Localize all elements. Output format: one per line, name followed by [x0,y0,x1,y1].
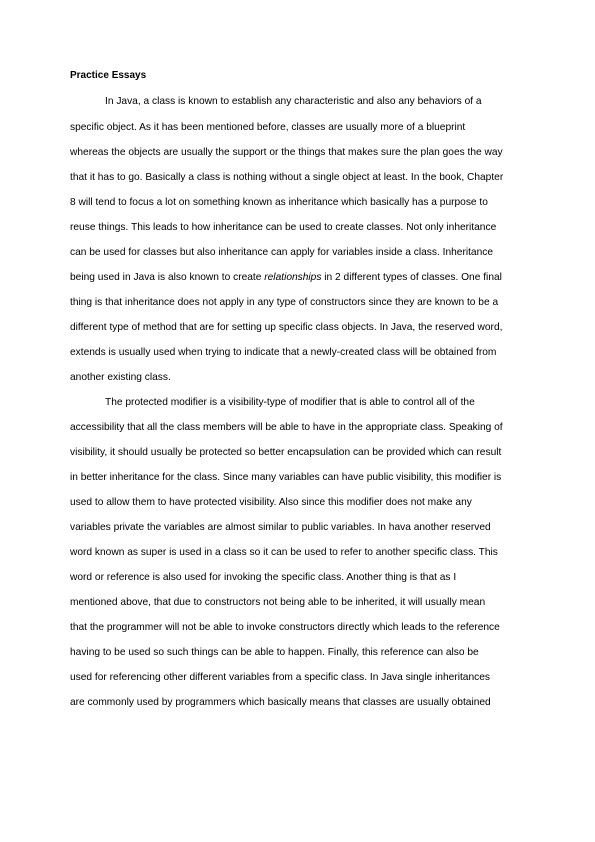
paragraph-line: The protected modifier is a visibility-type of modifier that is able to control all of the [105,397,475,408]
paragraph-line: visibility, it should usually be protected so better encapsulation can be provided which can result [70,447,502,458]
paragraph-line: In Java, a class is known to establish any characteristic and also any behaviors of a [105,96,482,107]
paragraph-line: extends is usually used when trying to indicate that a newly-created class will be obtained from [70,347,497,358]
paragraph-line: accessibility that all the class members will be able to have in the appropriate class. Speaking of [70,422,503,433]
paragraph-line: thing is that inheritance does not apply in any type of constructors since they are known to be a [70,297,499,308]
paragraph-line: are commonly used by programmers which basically means that classes are usually obtained [70,697,491,708]
essay-title: Practice Essays [70,70,147,81]
emphasized-word: relationships [264,272,322,283]
paragraph-line: variables private the variables are almost similar to public variables. In hava another reserved [70,522,491,533]
paragraph-line: whereas the objects are usually the support or the things that makes sure the plan goes the way [70,147,503,158]
paragraph-line: being used in Java is also known to create relationships in 2 different types of classes. One final [70,272,502,283]
paragraph-line: word known as super is used in a class so it can be used to refer to another specific class. This [70,547,498,558]
paragraph-line: another existing class. [70,372,171,383]
paragraph-line: having to be used so such things can be able to happen. Finally, this reference can also be [70,647,479,658]
paragraph-line: in better inheritance for the class. Since many variables can have public visibility, this modifier is [70,472,502,483]
paragraph-line: mentioned above, that due to constructors not being able to be inherited, it will usually mean [70,597,486,608]
paragraph-line: can be used for classes but also inheritance can apply for variables inside a class. Inheritance [70,247,494,258]
paragraph-line: specific object. As it has been mentioned before, classes are usually more of a blueprint [70,122,466,133]
paragraph-line: word or reference is also used for invoking the specific class. Another thing is that as I [70,572,457,583]
paragraph-line: different type of method that are for setting up specific class objects. In Java, the reserved word, [70,322,503,333]
paragraph-line: used to allow them to have protected visibility. Also since this modifier does not make any [70,497,472,508]
paragraph-line: used for referencing other different variables from a specific class. In Java single inheritances [70,672,490,683]
paragraph-line: reuse things. This leads to how inheritance can be used to create classes. Not only inheritance [70,222,497,233]
paragraph-line: that the programmer will not be able to invoke constructors directly which leads to the reference [70,622,500,633]
paragraph-line: 8 will tend to focus a lot on something known as inheritance which basically has a purpose to [70,197,488,208]
paragraph-line: that it has to go. Basically a class is nothing without a single object at least. In the book, Chapter [70,172,504,183]
